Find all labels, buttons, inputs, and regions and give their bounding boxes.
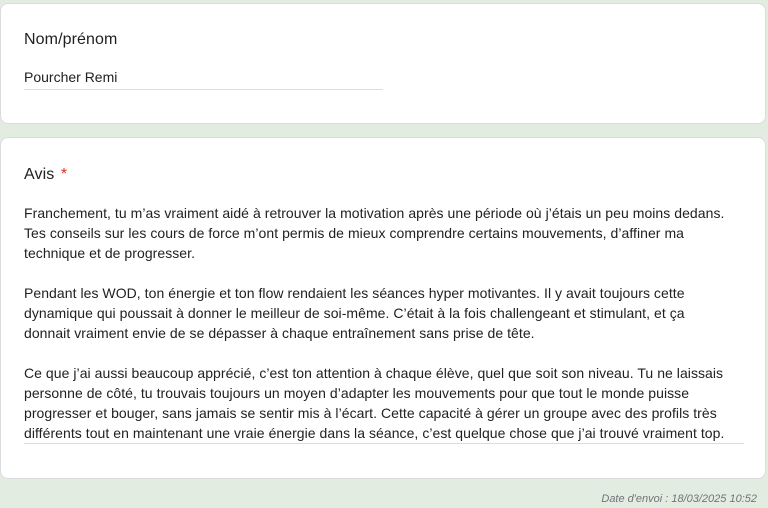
submission-date: Date d'envoi : 18/03/2025 10:52 — [601, 493, 757, 505]
name-question-card — [0, 3, 766, 124]
name-answer-field: Pourcher Remi — [24, 68, 383, 90]
review-question-card — [0, 137, 766, 479]
review-question-label: Avis — [24, 166, 55, 183]
review-answer-field: Franchement, tu m’as vraiment aidé à retrouver la motivation après une période où j’étais un peu moins dedans. Tes conseils sur les cours de force m’ont permis de mieux comprendre certains mouvements, d’affiner ma technique et de progresser. Pendant les WOD, ton énergie et ton flow rendaient les séances hyper motivantes. Il y avait toujours cette dynamique qui poussait à donner le meilleur de soi-même. C’était à la fois challengeant et stimulant, et ça donnait vraiment envie de se dépasser à chaque entraînement sans prise de tête. Ce que j’ai aussi beaucoup apprécié, c’est ton attention à chaque élève, quel que soit son niveau. Tu ne laissais personne de côté, tu trouvais toujours un moyen d’adapter les mouvements pour que tout le monde puisse progresser et bouger, sans jamais se sentir mis à l’écart. Cette capacité à gérer un groupe avec des profils très différents tout en maintenant une vraie énergie dans la séance, c’est quelque chose que j’ai trouvé vraiment top. — [24, 203, 744, 444]
review-question-title — [24, 165, 67, 185]
name-question-label: Nom/prénom — [24, 31, 118, 48]
required-asterisk: * — [60, 166, 68, 183]
